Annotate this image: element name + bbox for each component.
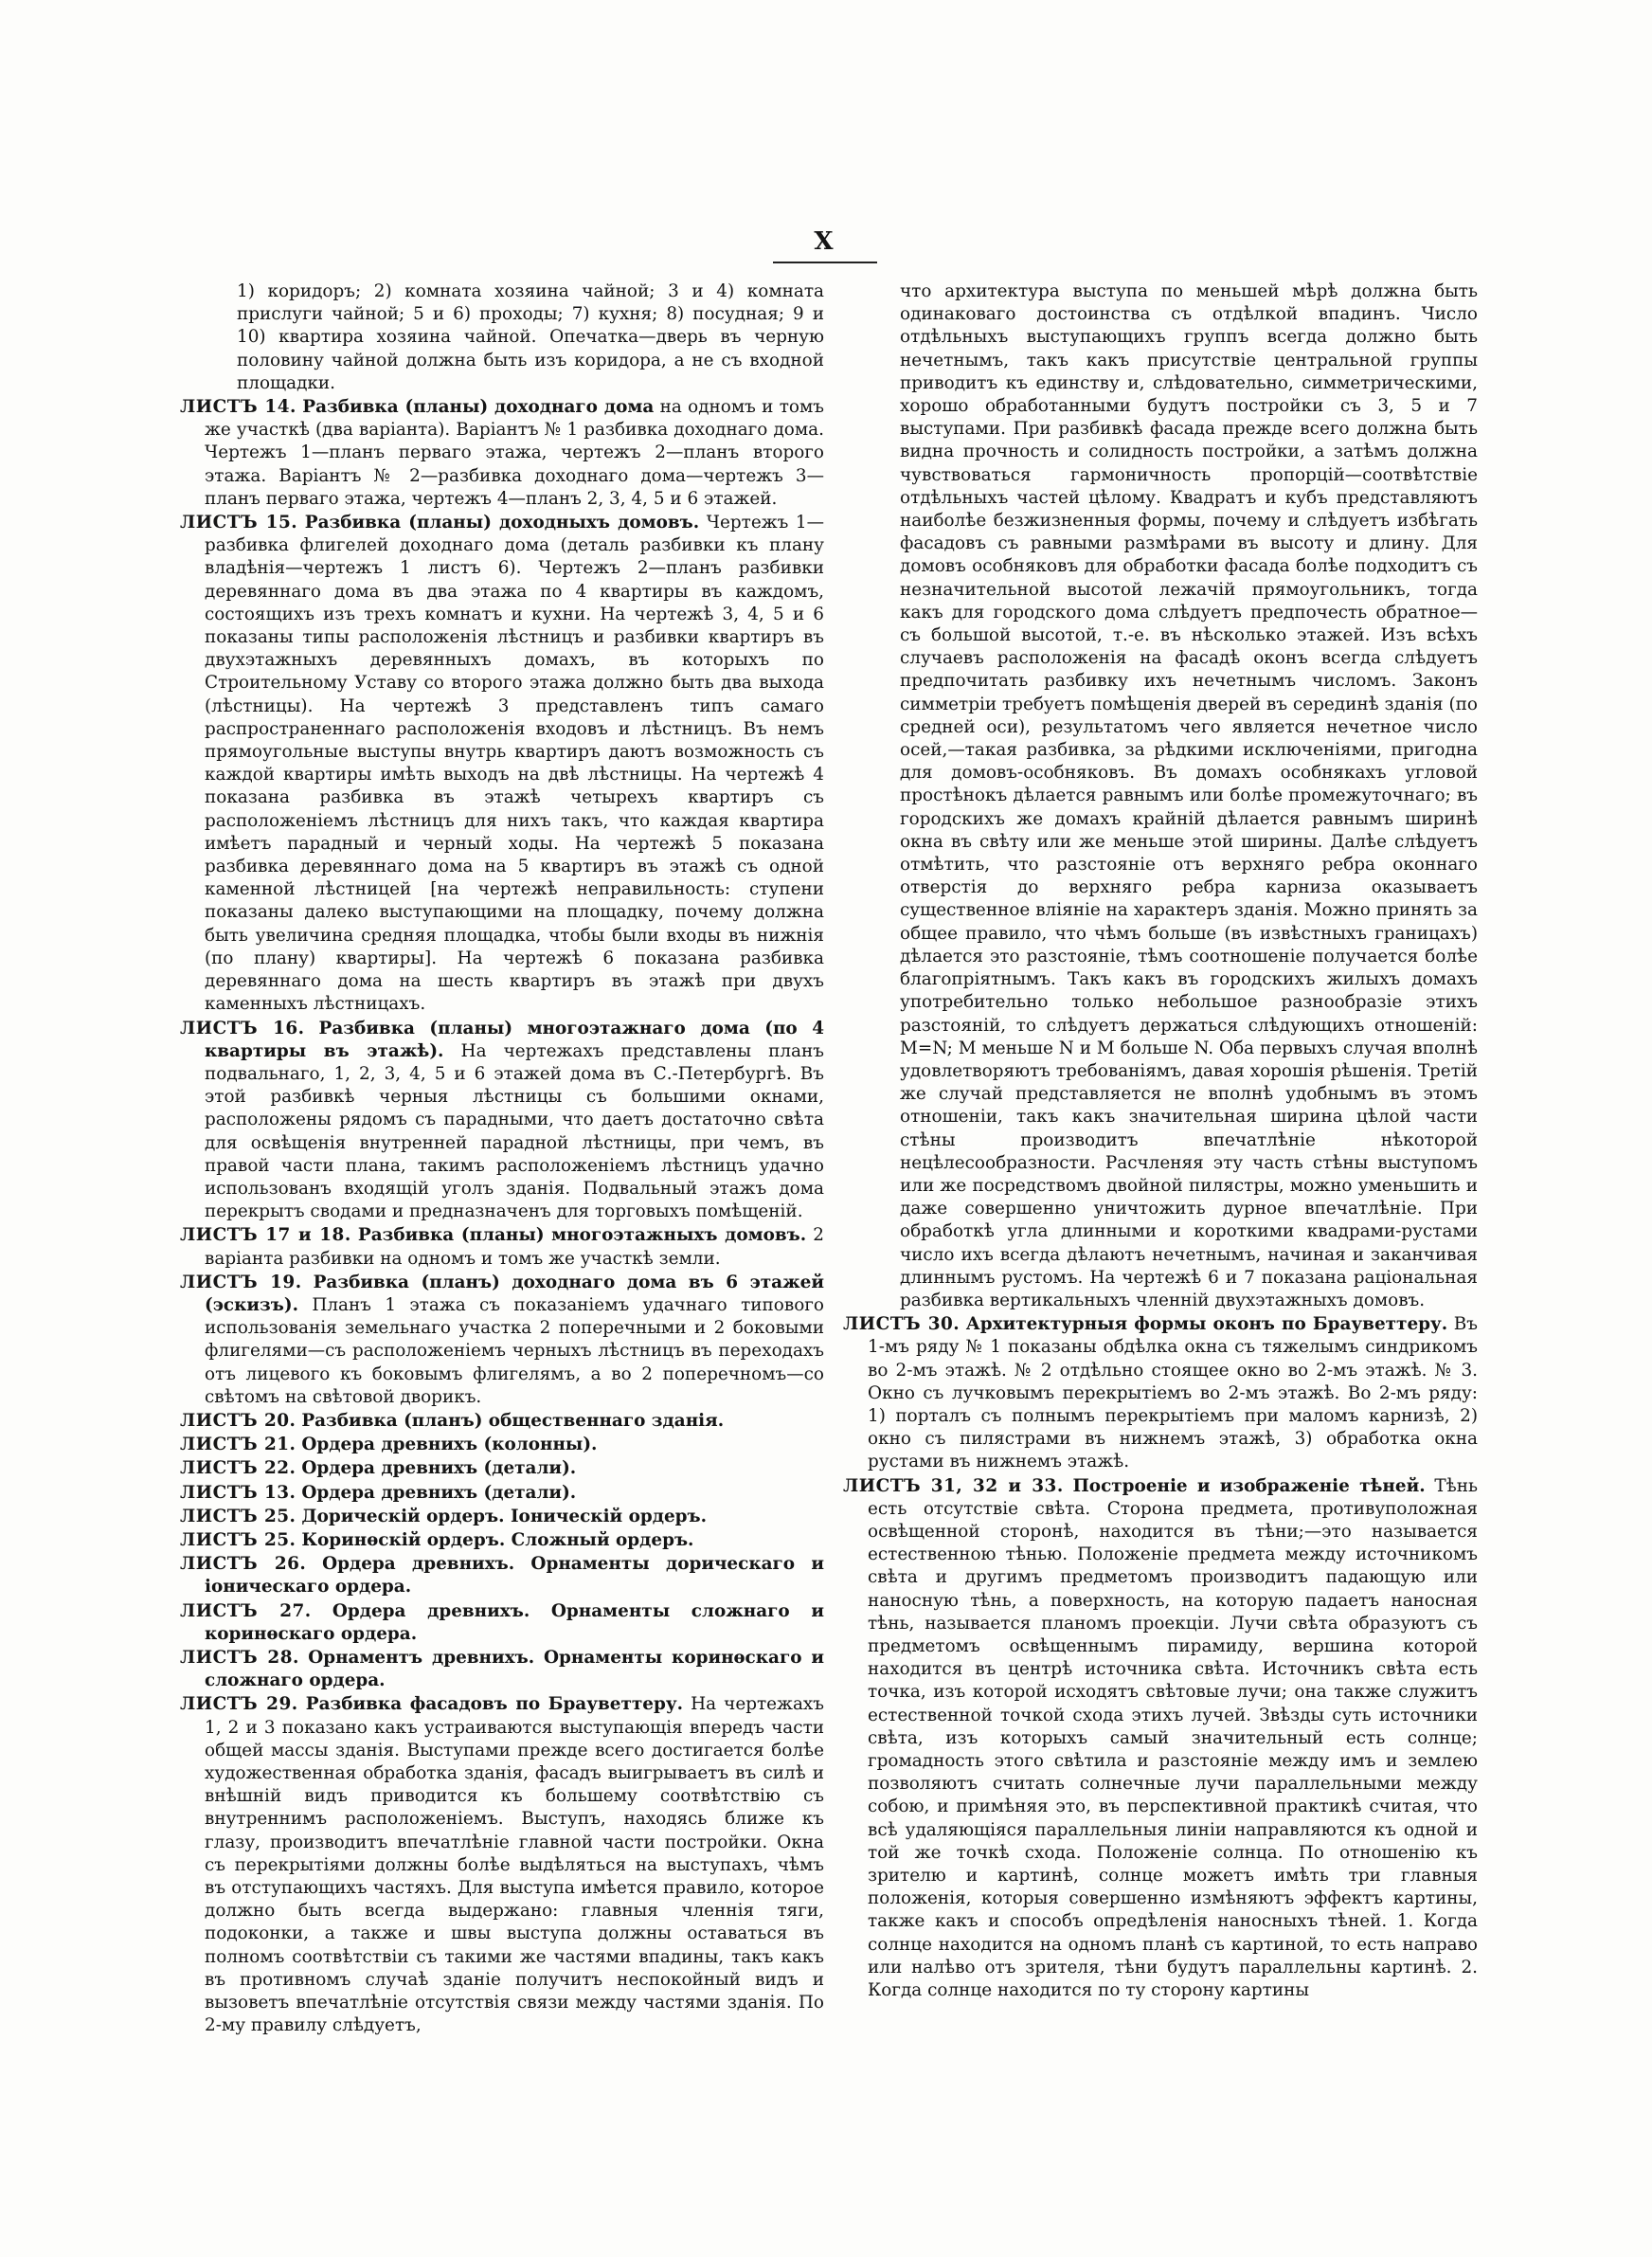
sheet-number: ЛИСТЪ 26. <box>180 1554 307 1575</box>
sheet-number: ЛИСТЪ 31, 32 и 33. <box>843 1475 1064 1496</box>
entry-text: на одномъ и томъ же участкѣ (два варіанта). Варіантъ № 1 разбивка доходнаго дома. Чертежъ 1—планъ перваго этажа, чертежъ 2—планъ второго этажа. Варіантъ № 2—разбивка доходнаго дома—чертежъ 3—планъ перваго этажа, чертежъ 4—планъ 2, 3, 4, 5 и 6 этажей. <box>205 397 824 509</box>
sheet-title: Разбивка (планъ) доходнаго дома въ 6 этажей (эскизъ). <box>205 1272 824 1315</box>
sheet-number: ЛИСТЪ 13. <box>180 1482 296 1503</box>
sheet-number: ЛИСТЪ 17 и 18. <box>180 1225 351 1246</box>
sheet-number: ЛИСТЪ 19. <box>180 1272 302 1292</box>
sheet-title: Разбивка фасадовъ по Брауветтеру. <box>305 1694 684 1715</box>
entry-text: 2 варіанта разбивки на одномъ и томъ же участкѣ земли. <box>205 1225 824 1269</box>
sheet-entry <box>180 1693 824 2037</box>
sheet-entry <box>843 1313 1478 1473</box>
sheet-number: ЛИСТЪ 27. <box>180 1600 312 1621</box>
sheet-entry <box>843 1475 1478 2003</box>
right-column <box>843 280 1478 2003</box>
sheet-number: ЛИСТЪ 25. <box>180 1506 296 1526</box>
sheet-number: ЛИСТЪ 20. <box>180 1410 296 1431</box>
sheet-title: Ордера древнихъ. Орнаменты дорическаго и іоническаго ордера. <box>205 1554 824 1598</box>
sheet-entry <box>180 396 824 511</box>
entry-text: На чертежахъ 1, 2 и 3 показано какъ устраиваются выступающія впередъ части общей массы зданія. Выступами прежде всего достигается болѣе художественная обработка зданія, фасадъ выигрываетъ въ силѣ и внѣшній видъ приводится къ большему соотвѣтствію съ внутреннимъ расположеніемъ. Выступъ, находясь ближе къ глазу, производитъ впечатлѣніе главной части постройки. Окна съ перекрытіями должны болѣе выдѣляться на выступахъ, чѣмъ въ отступающихъ частяхъ. Для выступа имѣется правило, которое должно быть всегда выдержано: главныя членнія тяги, подоконки, а также и швы выступа должны оставаться въ полномъ соотвѣтствіи съ такими же частями впадины, такъ какъ въ противномъ случаѣ зданіе получитъ неспокойный видъ и вызоветъ впечатлѣніе отсутствія связи между частями зданія. По 2-му правилу слѣдуетъ, <box>205 1694 824 2036</box>
sheet-number: ЛИСТЪ 28. <box>180 1647 299 1668</box>
sheet-title: Ордера древнихъ (детали). <box>301 1482 577 1503</box>
sheet-entry <box>180 1647 824 1692</box>
sheet-number: ЛИСТЪ 22. <box>180 1458 296 1479</box>
entry-text: что архитектура выступа по меньшей мѣрѣ должна быть одинаковаго достоинства съ отдѣлкой впадинъ. Число отдѣльныхъ выступающихъ группъ всегда должно быть нечетнымъ, такъ какъ присутствіе центральной группы приводитъ къ единству и, слѣдовательно, симметрическими, хорошо обработанными будутъ постройки съ 3, 5 и 7 выступами. При разбивкѣ фасада прежде всего должна быть видна прочность и солидность постройки, а затѣмъ должна чувствоваться гармоничность пропорцій—соотвѣтствіе отдѣльныхъ частей цѣлому. Квадратъ и кубъ представляютъ наиболѣе безжизненныя формы, почему и слѣдуетъ избѣгать фасадовъ съ равными размѣрами въ высоту и длину. Для домовъ особняковъ для обработки фасада болѣе подходитъ съ незначительной высотой лежачій прямоугольникъ, тогда какъ для городского дома слѣдуетъ предпочесть обратное—съ большой высотой, т.-е. въ нѣсколько этажей. Изъ всѣхъ случаевъ расположенія на фасадѣ оконъ всегда слѣдуетъ предпочитать разбивку ихъ нечетнымъ числомъ. Законъ симметріи требуетъ помѣщенія дверей въ серединѣ зданія (по средней оси), результатомъ чего является нечетное число осей,—такая разбивка, за рѣдкими исключеніями, пригодна для домовъ-особняковъ. Въ домахъ особнякахъ угловой простѣнокъ дѣлается равнымъ или болѣе промежуточнаго; въ городскихъ же домахъ крайній дѣлается равнымъ ширинѣ окна въ свѣту или же меньше этой ширины. Далѣе слѣдуетъ отмѣтить, что разстояніе отъ верхняго ребра оконнаго отверстія до верхняго ребра карниза оказываетъ существенное вліяніе на характеръ зданія. Можно принять за общее правило, что чѣмъ больше (въ извѣстныхъ границахъ) дѣлается это разстояніе, тѣмъ соотношеніе получается болѣе благопріятнымъ. Такъ какъ въ городскихъ жилыхъ домахъ употребительно только небольшое разнообразіе этихъ разстояній, то слѣдуетъ держаться слѣдующихъ отношеній: M=N; M меньше N и M больше N. Оба первыхъ случая вполнѣ удовлетворяютъ требованіямъ, давая хорошія рѣшенія. Третій же случай представляется не вполнѣ удобнымъ въ этомъ отношеніи, такъ какъ значительная ширина цѣлой части стѣны производитъ впечатлѣніе нѣкоторой нецѣлесообразности. Расчленяя эту часть стѣны выступомъ или же посредствомъ двойной пилястры, можно уменьшить и даже совершенно уничтожить дурное впечатлѣніе. При обработкѣ угла длинными и короткими квадрами-рустами число ихъ всегда дѣлаютъ нечетнымъ, начиная и заканчивая длиннымъ рустомъ. На чертежѣ 6 и 7 показана раціональная разбивка вертикальныхъ членній двухэтажныхъ домовъ. <box>900 281 1478 1310</box>
entry-text: На чертежахъ представлены планъ подвальнаго, 1, 2, 3, 4, 5 и 6 этажей дома въ С.-Петербургѣ. Въ этой разбивкѣ черныя лѣстницы съ большими окнами, расположены рядомъ съ парадными, что даетъ достаточно свѣта для освѣщенія внутренней парадной лѣстницы, при чемъ, въ правой части плана, такимъ расположеніемъ лѣстницъ удачно использованъ входящій уголъ зданія. Подвальный этажъ дома перекрытъ сводами и предназначенъ для торговыхъ помѣщеній. <box>205 1040 824 1222</box>
sheet-entry <box>180 1457 824 1480</box>
sheet-title: Ордера древнихъ (колонны). <box>301 1435 598 1455</box>
sheet-number: ЛИСТЪ 29. <box>180 1694 298 1715</box>
sheet-entry <box>180 1272 824 1409</box>
sheet-number: ЛИСТЪ 16. <box>180 1018 305 1038</box>
sheet-entry <box>180 1224 824 1270</box>
sheet-number: ЛИСТЪ 25. <box>180 1529 296 1550</box>
sheet-number: ЛИСТЪ 14. <box>180 397 296 418</box>
header-rule <box>773 262 877 263</box>
sheet-entry <box>180 1482 824 1505</box>
entry-text: Чертежъ 1—разбивка флигелей доходнаго дома (деталь разбивки къ плану владѣнія—чертежъ 1 листъ 6). Чертежъ 2—планъ разбивки деревяннаго дома въ два этажа по 4 квартиры въ каждомъ, состоящихъ изъ трехъ комнатъ и кухни. На чертежѣ 3, 4, 5 и 6 показаны типы расположенія лѣстницъ и разбивки квартиръ въ двухэтажныхъ деревянныхъ домахъ, въ которыхъ по Строительному Уставу со второго этажа должно быть два выхода (лѣстницы). На чертежѣ 3 представленъ типъ самаго распространеннаго расположенія входовъ и лѣстницъ. Въ немъ прямоугольные выступы внутрь квартиръ даютъ возможность съ каждой квартиры имѣть выходъ на двѣ лѣстницы. На чертежѣ 4 показана разбивка въ этажѣ четырехъ квартиръ съ расположеніемъ лѣстницъ для нихъ такъ, что каждая квартира имѣетъ парадный и черный ходы. На чертежѣ 5 показана разбивка деревяннаго дома на 5 квартиръ въ этажѣ съ одной каменной лѣстницей [на чертежѣ неправильность: ступени показаны далеко выступающими на площадку, почему должна быть увеличина средняя площадка, чтобы были входы въ нижнія (по плану) квартиры]. На чертежѣ 6 показана разбивка деревяннаго дома на шесть квартиръ въ этажѣ при двухъ каменныхъ лѣстницахъ. <box>205 513 824 1015</box>
continuation-paragraph <box>843 280 1478 1312</box>
sheet-entry <box>180 1434 824 1456</box>
sheet-entry <box>180 1410 824 1433</box>
page-number: X <box>814 227 835 256</box>
entry-text: Планъ 1 этажа съ показаніемъ удачнаго типового использованія земельнаго участка 2 поперечными и 2 боковыми флигелями—съ расположеніемъ черныхъ лѣстницъ въ переходахъ отъ лицевого къ боковымъ флигелямъ, а во 2 поперечномъ—со свѣтомъ на свѣтовой дворикъ. <box>205 1294 824 1407</box>
sheet-title: Разбивка (планы) доходныхъ домовъ. <box>304 513 700 533</box>
sheet-number: ЛИСТЪ 21. <box>180 1435 296 1455</box>
sheet-title: Разбивка (планы) многоэтажнаго дома (по 4 квартиры въ этажѣ). <box>205 1018 825 1061</box>
sheet-number: ЛИСТЪ 30. <box>843 1314 961 1335</box>
sheet-title: Орнаментъ древнихъ. Орнаменты коринѳскаго и сложнаго ордера. <box>205 1647 824 1691</box>
sheet-entry <box>180 1506 824 1528</box>
sheet-title: Коринѳскій ордеръ. Сложный ордеръ. <box>301 1529 694 1550</box>
sheet-entry <box>180 1553 824 1598</box>
sheet-title: Дорическій ордеръ. Іоническій ордеръ. <box>301 1506 708 1526</box>
left-column <box>180 280 824 2038</box>
sheet-entry <box>180 1529 824 1552</box>
sheet-title: Разбивка (планы) многоэтажныхъ домовъ. <box>357 1225 807 1246</box>
continuation-paragraph <box>180 280 824 395</box>
sheet-title: Ордера древнихъ. Орнаменты сложнаго и коринѳскаго ордера. <box>205 1600 824 1644</box>
entry-text: 1) коридоръ; 2) комната хозяина чайной; 3 и 4) комната прислуги чайной; 5 и 6) проходы; 7) кухня; 8) посудная; 9 и 10) квартира хозяина чайной. Опечатка—дверь въ черную половину чайной должна быть изъ коридора, а не съ входной площадки. <box>237 281 824 393</box>
sheet-title: Ордера древнихъ (детали). <box>301 1458 577 1479</box>
entry-text: Тѣнь есть отсутствіе свѣта. Сторона предмета, противуположная освѣщенной сторонѣ, находится въ тѣни;—это называется естественною тѣнью. Положеніе предмета между источникомъ свѣта и другимъ предметомъ производитъ падающую или наносную тѣнь, а поверхность, на которую падаетъ наносная тѣнь, называется планомъ проекціи. Лучи свѣта образуютъ съ предметомъ освѣщеннымъ пирамиду, вершина которой находится въ центрѣ источника свѣта. Источникъ свѣта есть точка, изъ которой исходятъ свѣтовые лучи; она также служитъ естественной точкой схода этихъ лучей. Звѣзды суть источники свѣта, изъ которыхъ самый значительный есть солнце; громадность этого свѣтила и разстояніе между имъ и землею позволяютъ считать солнечные лучи параллельными между собою, и примѣняя это, въ перспективной практикѣ считая, что всѣ удаляющіяся параллельныя линіи направляются къ одной и той же точкѣ схода. Положеніе солнца. По отношенію къ зрителю и картинѣ, солнце можетъ имѣть три главныя положенія, которыя совершенно измѣняютъ эффектъ картины, также какъ и способъ опредѣленія наносныхъ тѣней. 1. Когда солнце находится на одномъ планѣ съ картиной, то есть направо или налѣво отъ зрителя, тѣни будутъ параллельны картинѣ. 2. Когда солнце находится по ту сторону картины <box>868 1475 1478 2001</box>
sheet-title: Построеніе и изображеніе тѣней. <box>1072 1475 1426 1496</box>
sheet-title: Разбивка (планъ) общественнаго зданія. <box>301 1410 725 1431</box>
entry-text: Въ 1-мъ ряду № 1 показаны обдѣлка окна съ тяжелымъ синдрикомъ во 2-мъ этажѣ. № 2 отдѣльно стоящее окно во 2-мъ этажѣ. № 3. Окно съ лучковымъ перекрытіемъ во 2-мъ этажѣ. Во 2-мъ ряду: 1) порталъ съ полнымъ перекрытіемъ при маломъ карнизѣ, 2) окно съ пилястрами въ нижнемъ этажѣ, 3) обработка окна рустами въ нижнемъ этажѣ. <box>868 1314 1479 1472</box>
sheet-entry <box>180 512 824 1016</box>
sheet-entry <box>180 1018 824 1224</box>
sheet-title: Разбивка (планы) доходнаго дома <box>302 397 655 418</box>
sheet-number: ЛИСТЪ 15. <box>180 513 298 533</box>
sheet-entry <box>180 1600 824 1646</box>
sheet-title: Архитектурныя формы оконъ по Брауветтеру. <box>965 1314 1448 1335</box>
